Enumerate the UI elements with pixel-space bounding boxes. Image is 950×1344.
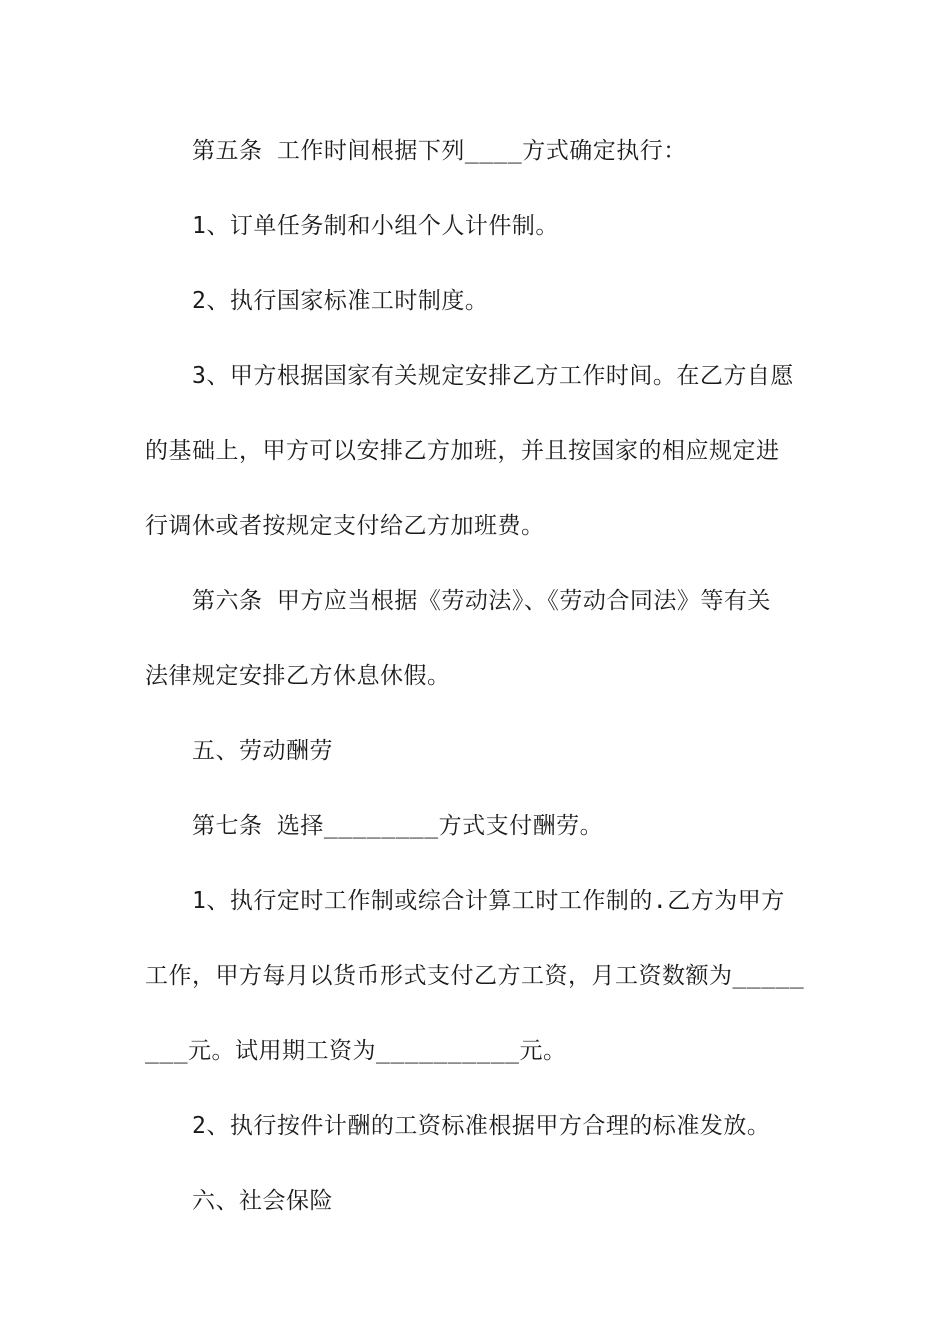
article-5-item-3-line-2: 的基础上，甲方可以安排乙方加班，并且按国家的相应规定进 — [145, 438, 780, 464]
article-7-item-2: 2、执行按件计酬的工资标准根据甲方合理的标准发放。 — [192, 1113, 771, 1139]
article-6-line-1: 第六条 甲方应当根据《劳动法》、《劳动合同法》等有关 — [192, 588, 771, 614]
article-7-paragraph: 第七条 选择________方式支付酬劳。 — [192, 813, 604, 839]
article-5-item-2: 2、执行国家标准工时制度。 — [192, 288, 489, 314]
section-heading-social-insurance: 六、社会保险 — [192, 1188, 333, 1214]
article-7-item-1-line-1: 1、执行定时工作制或综合计算工时工作制的.乙方为甲方 — [192, 888, 785, 914]
article-6-line-2: 法律规定安排乙方休息休假。 — [145, 663, 451, 689]
article-7-item-1-line-2: 工作，甲方每月以货币形式支付乙方工资，月工资数额为_____ — [145, 963, 805, 989]
article-5-item-1: 1、订单任务制和小组个人计件制。 — [192, 213, 559, 239]
article-5-paragraph: 第五条 工作时间根据下列____方式确定执行： — [192, 138, 687, 164]
section-heading-remuneration: 五、劳动酬劳 — [192, 738, 333, 764]
article-5-item-3-line-3: 行调休或者按规定支付给乙方加班费。 — [145, 513, 545, 539]
article-7-item-1-line-3: ___元。试用期工资为__________元。 — [145, 1038, 567, 1064]
article-5-item-3-line-1: 3、甲方根据国家有关规定安排乙方工作时间。在乙方自愿 — [192, 363, 794, 389]
